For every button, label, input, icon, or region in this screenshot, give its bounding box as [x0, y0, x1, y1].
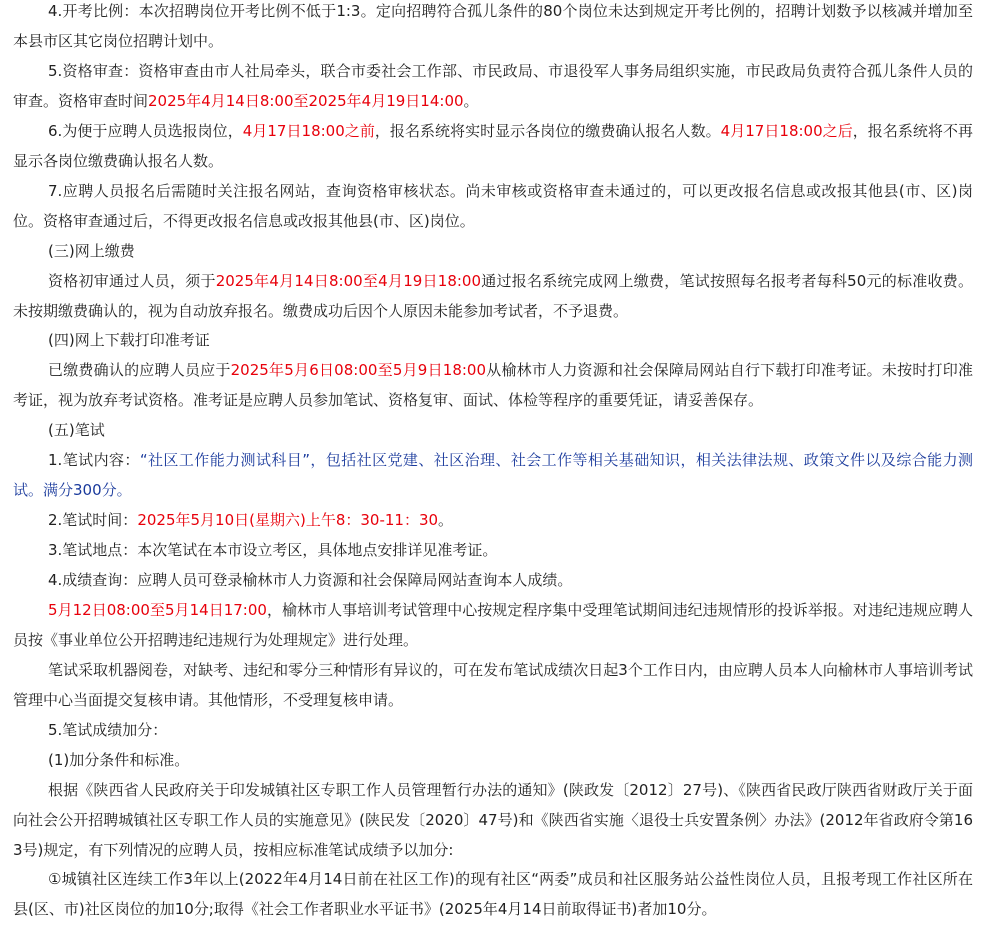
text-span: 资格初审通过人员，须于 [48, 272, 216, 290]
section-heading-admission-ticket [13, 326, 973, 356]
text-span: 从榆林市人力资源和社会保障局网站自行下载打印准考证。未按时打印准考证，视为放弃考试资格。准考证是应聘人员参加笔试、资格复审、面试、体检等程序的重要凭证，请妥善保存。 [13, 361, 973, 409]
paragraph-admission-ticket [13, 356, 973, 416]
text-span: ，榆林市人事培训考试管理中心按规定程序集中受理笔试期间违纪违规情形的投诉举报。对违纪违规应聘人员按《事业单位公开招聘违纪违规行为处理规定》进行处理。 [13, 601, 974, 649]
text-span: 4.成绩查询：应聘人员可登录榆林市人力资源和社会保障局网站查询本人成绩。 [48, 571, 573, 589]
highlight-date: 5月12日08:00至5月14日17:00 [48, 601, 267, 619]
paragraph-exam-content [13, 446, 973, 506]
highlight-date: 2025年5月6日08:00至5月9日18:00 [230, 361, 487, 379]
highlight-date: 4月17日18:00之前 [242, 122, 375, 140]
text-span: 4.开考比例：本次招聘岗位开考比例不低于1:3。定向招聘符合孤儿条件的80个岗位未达到规定开考比例的，招聘计划数予以核减并增加至本县市区其它岗位招聘计划中。 [13, 2, 973, 50]
text-span: (四)网上下载打印准考证 [48, 331, 210, 349]
text-span: 7.应聘人员报名后需随时关注报名网站，查询资格审核状态。尚未审核或资格审查未通过的，可以更改报名信息或改报其他县(市、区)岗位。资格审查通过后，不得更改报名信息或改报其他县(市、区)岗位。 [13, 182, 973, 230]
paragraph-qualification-review [13, 57, 973, 117]
paragraph-complaint-period [13, 596, 973, 656]
highlight-date: 2025年4月14日8:00至4月19日18:00 [215, 272, 482, 290]
paragraph-bonus-legal-basis [13, 776, 973, 865]
highlight-date: 4月17日18:00之后 [720, 122, 853, 140]
text-span: 2.笔试时间： [48, 511, 138, 529]
paragraph-bonus-conditions-heading [13, 746, 973, 776]
highlight-date: 2025年5月10日(星期六)上午8：30-11：30 [137, 511, 439, 529]
highlight-date: 2025年4月14日8:00至2025年4月19日14:00 [148, 91, 464, 110]
text-span: 根据《陕西省人民政府关于印发城镇社区专职工作人员管理暂行办法的通知》(陕政发〔2012〕27号)、《陕西省民政厅陕西省财政厅关于面向社会公开招聘城镇社区专职工作人员的实施意见》(陕民发〔2020〕47号)和《陕西省实施〈退役士兵安置条例〉办法》(2012年省政府令第163号)规定，有下列情况的应聘人员，按相应标准笔试成绩予以加分: [13, 781, 973, 859]
text-span: 笔试采取机器阅卷，对缺考、违纪和零分三种情形有异议的，可在发布笔试成绩次日起3个工作日内，由应聘人员本人向榆林市人事培训考试管理中心当面提交复核申请。其他情形，不受理复核申请。 [13, 661, 973, 709]
text-span: 已缴费确认的应聘人员应于 [48, 361, 231, 379]
paragraph-exam-location [13, 536, 973, 566]
section-heading-online-payment [13, 237, 973, 267]
paragraph-score-review [13, 656, 973, 716]
text-span: 。 [438, 511, 454, 529]
text-span: ①城镇社区连续工作3年以上(2022年4月14日前在社区工作)的现有社区“两委”成员和社区服务站公益性岗位人员，且报考现工作社区所在县(区、市)社区岗位的加10分;取得《社会工作者职业水平证书》(2025年4月14日前取得证书)者加10分。 [13, 870, 973, 918]
paragraph-score-query [13, 566, 973, 596]
paragraph-application-count-display [13, 117, 973, 177]
text-span: (五)笔试 [48, 421, 105, 439]
text-span: 5.资格审查：资格审查由市人社局牵头，联合市委社会工作部、市民政局、市退役军人事务局组织实施，市民政局负责符合孤儿条件人员的审查。资格审查时间 [13, 62, 973, 110]
text-span: (1)加分条件和标准。 [48, 751, 190, 769]
paragraph-bonus-points-heading [13, 716, 973, 746]
paragraph-bonus-community-workers [13, 865, 973, 925]
paragraph-exam-time [13, 506, 973, 536]
text-span: 6.为便于应聘人员选报岗位， [48, 122, 243, 140]
text-span: 3.笔试地点：本次笔试在本市设立考区，具体地点安排详见准考证。 [48, 541, 498, 559]
section-heading-written-exam [13, 416, 973, 446]
text-span: 通过报名系统完成网上缴费，笔试按照每名报考者每科50元的标准收费。未按期缴费确认的，视为自动放弃报名。缴费成功后因个人原因未能参加考试者，不予退费。 [13, 272, 973, 320]
highlight-exam-subject: “社区工作能力测试科目”，包括社区党建、社区治理、社会工作等相关基础知识，相关法律法规、政策文件以及综合能力测试。满分300分。 [13, 451, 973, 499]
text-span: 5.笔试成绩加分： [48, 721, 168, 739]
paragraph-review-status [13, 177, 973, 237]
text-span: ，报名系统将实时显示各岗位的缴费确认报名人数。 [374, 122, 721, 140]
text-span: 。 [463, 91, 479, 110]
paragraph-recruitment-ratio [13, 0, 973, 57]
text-span: (三)网上缴费 [48, 242, 135, 260]
paragraph-online-payment [13, 267, 973, 327]
text-span: 1.笔试内容： [48, 451, 140, 469]
text-span: ，报名系统将不再显示各岗位缴费确认报名人数。 [13, 122, 974, 170]
